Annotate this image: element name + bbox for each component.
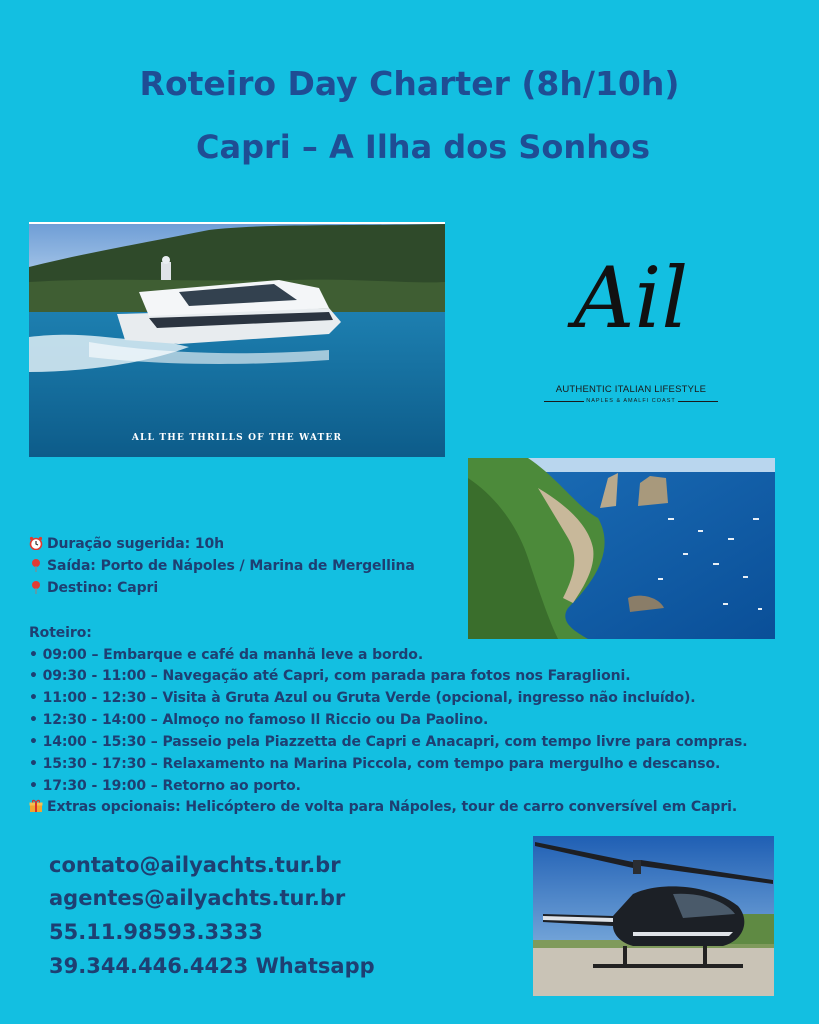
extras-line [29, 799, 737, 817]
itinerary-item: • 14:00 - 15:30 – Passeio pela Piazzetta de Capri e Anacapri, com tempo livre para compras. [29, 734, 748, 750]
duration-line [29, 536, 224, 554]
yacht-photo [29, 222, 445, 457]
logo-rule-right [678, 401, 718, 402]
destination-line [29, 580, 158, 598]
logo-tagline: AUTHENTIC ITALIAN LIFESTYLE [555, 384, 707, 395]
contact-whatsapp[interactable]: 39.344.446.4423 Whatsapp [49, 954, 375, 978]
logo-location: NAPLES & AMALFI COAST [586, 398, 676, 404]
duration-text: Duração sugerida: 10h [47, 536, 224, 552]
extras-text: Extras opcionais: Helicóptero de volta para Nápoles, tour de carro conversível em Capri. [47, 799, 738, 815]
itinerary-item: • 09:00 – Embarque e café da manhã leve a bordo. [29, 647, 424, 663]
itinerary-item: • 11:00 - 12:30 – Visita à Gruta Azul ou Gruta Verde (opcional, ingresso não incluído). [29, 690, 696, 706]
capri-illustration [468, 458, 775, 639]
alarm-clock-icon [29, 536, 43, 554]
departure-text: Saída: Porto de Nápoles / Marina de Mergellina [47, 558, 415, 574]
itinerary-item: • 09:30 - 11:00 – Navegação até Capri, com parada para fotos nos Faraglioni. [29, 668, 631, 684]
itinerary-item: • 12:30 - 14:00 – Almoço no famoso Il Riccio ou Da Paolino. [29, 712, 489, 728]
departure-line [29, 558, 415, 576]
capri-photo [468, 458, 775, 639]
page-subtitle: Capri – A Ilha dos Sonhos [195, 128, 650, 166]
contact-email-2[interactable]: agentes@ailyachts.tur.br [49, 886, 346, 910]
itinerary-heading: Roteiro: [29, 625, 92, 641]
round-pushpin-icon [29, 580, 43, 598]
page-title: Roteiro Day Charter (8h/10h) [139, 64, 680, 103]
gift-icon [29, 799, 43, 817]
contact-email-1[interactable]: contato@ailyachts.tur.br [49, 853, 341, 877]
ail-logo [526, 246, 736, 416]
yacht-caption: ALL THE THRILLS OF THE WATER [131, 433, 343, 443]
logo-mark: Ail [573, 249, 689, 347]
helicopter-photo [533, 836, 774, 996]
itinerary-item: • 17:30 - 19:00 – Retorno ao porto. [29, 778, 301, 794]
round-pushpin-icon [29, 558, 43, 576]
itinerary-item: • 15:30 - 17:30 – Relaxamento na Marina Piccola, com tempo para mergulho e descanso. [29, 756, 721, 772]
contact-phone[interactable]: 55.11.98593.3333 [49, 920, 263, 944]
helicopter-illustration [533, 836, 774, 996]
yacht-illustration [29, 222, 445, 457]
destination-text: Destino: Capri [47, 580, 159, 596]
